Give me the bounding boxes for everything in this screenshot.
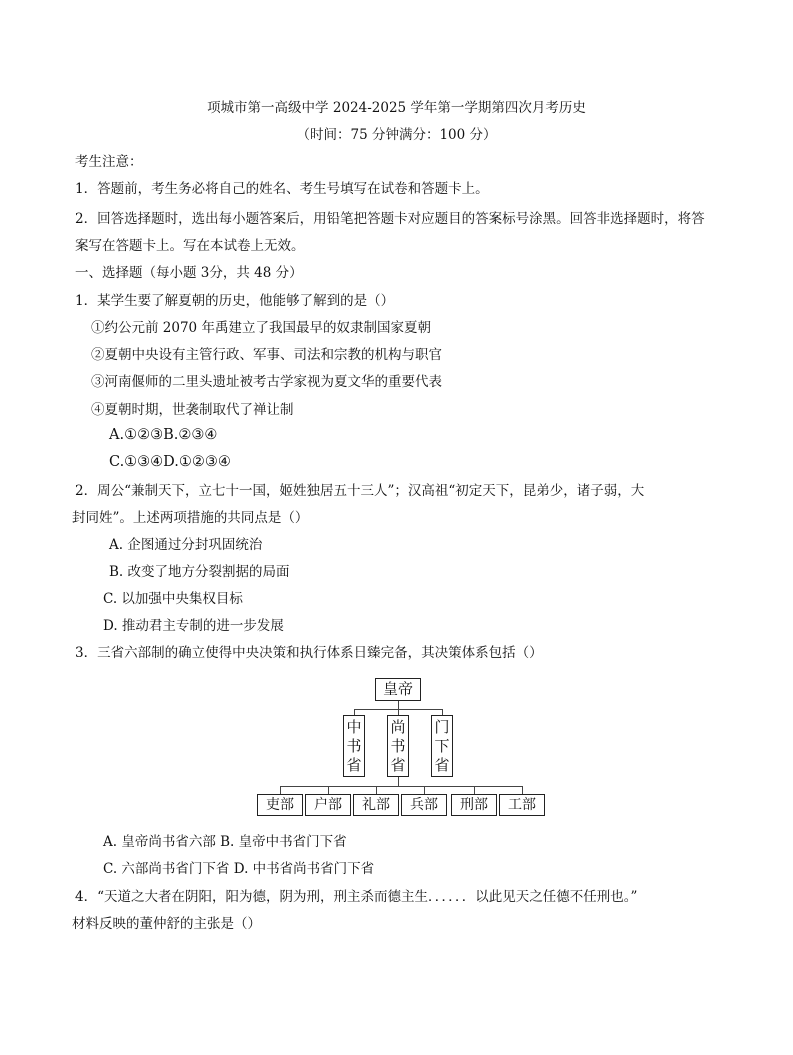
q1-statement-3: ③河南偃师的二里头遗址被考古学家视为夏文华的重要代表 <box>91 374 442 390</box>
q3-options-ab: A. 皇帝尚书省六部 B. 皇帝中书省门下省 <box>103 834 347 850</box>
chart-connector <box>398 777 399 786</box>
q2-option-b: B. 改变了地方分裂割据的局面 <box>109 564 290 580</box>
section-heading: 一、选择题（每小题 3分，共 48 分） <box>75 265 303 281</box>
notice-item-2-line1: 2．回答选择题时，选出每小题答案后，用铅笔把答题卡对应题目的答案标号涂黑。回答非选择题时，将答 <box>75 211 705 227</box>
q1-options-ab: A.①②③B.②③④ <box>109 427 218 443</box>
exam-subtitle: （时间：75 分钟满分：100 分） <box>296 127 497 143</box>
chart-connector <box>474 786 475 794</box>
chart-connector <box>280 786 522 787</box>
q2-option-d: D. 推动君主专制的进一步发展 <box>103 618 284 634</box>
q3-stem: 3．三省六部制的确立使得中央决策和执行体系日臻完备，其决策体系包括（） <box>75 645 543 661</box>
q1-statement-4: ④夏朝时期，世袭制取代了禅让制 <box>91 402 294 418</box>
q2-stem-line1: 2．周公“兼制天下，立七十一国，姬姓独居五十三人”；汉高祖“初定天下，昆弟少，诸子弱，大 <box>75 483 645 499</box>
chart-connector <box>424 786 425 794</box>
q1-options-cd: C.①③④D.①②③④ <box>109 454 231 470</box>
notice-item-2-line2: 案写在答题卡上。写在本试卷上无效。 <box>75 238 305 254</box>
chart-connector <box>280 786 281 794</box>
q1-statement-1: ①约公元前 2070 年禹建立了我国最早的奴隶制国家夏朝 <box>91 320 431 336</box>
chart-node-menxia: 门下省 <box>431 715 453 777</box>
notice-item-1: 1．答题前，考生务必将自己的姓名、考生号填写在试卷和答题卡上。 <box>75 181 489 197</box>
chart-node-gongbu: 工部 <box>499 794 545 816</box>
chart-node-bingbu: 兵部 <box>401 794 447 816</box>
q3-options-cd: C. 六部尚书省门下省 D. 中书省尚书省门下省 <box>103 861 375 877</box>
exam-title: 项城市第一高级中学 2024-2025 学年第一学期第四次月考历史 <box>207 100 586 116</box>
q2-option-c: C. 以加强中央集权目标 <box>103 591 243 607</box>
chart-node-hubu: 户部 <box>305 794 351 816</box>
notice-heading: 考生注意： <box>75 154 143 170</box>
q2-stem-line2: 封同姓”。上述两项措施的共同点是（） <box>72 510 309 526</box>
chart-connector <box>522 786 523 794</box>
chart-connector <box>398 701 399 709</box>
q4-stem-line2: 材料反映的董仲舒的主张是（） <box>72 916 261 932</box>
chart-connector <box>376 786 377 794</box>
chart-connector <box>328 786 329 794</box>
chart-node-libu-personnel: 吏部 <box>257 794 303 816</box>
chart-node-zhongshu: 中书省 <box>343 715 365 777</box>
chart-node-shangshu: 尚书省 <box>387 715 409 777</box>
q2-option-a: A. 企图通过分封巩固统治 <box>109 537 263 553</box>
q4-stem-line1: 4．“天道之大者在阴阳，阳为德，阴为刑，刑主杀而德主生．．．．．．以此见天之任德不任刑也。” <box>75 889 638 905</box>
chart-node-xingbu: 刑部 <box>451 794 497 816</box>
q1-stem: 1．某学生要了解夏朝的历史，他能够了解到的是（） <box>75 293 395 309</box>
chart-node-libu-rites: 礼部 <box>353 794 399 816</box>
chart-node-emperor: 皇帝 <box>375 678 421 701</box>
q1-statement-2: ②夏朝中央设有主管行政、军事、司法和宗教的机构与职官 <box>91 347 442 363</box>
